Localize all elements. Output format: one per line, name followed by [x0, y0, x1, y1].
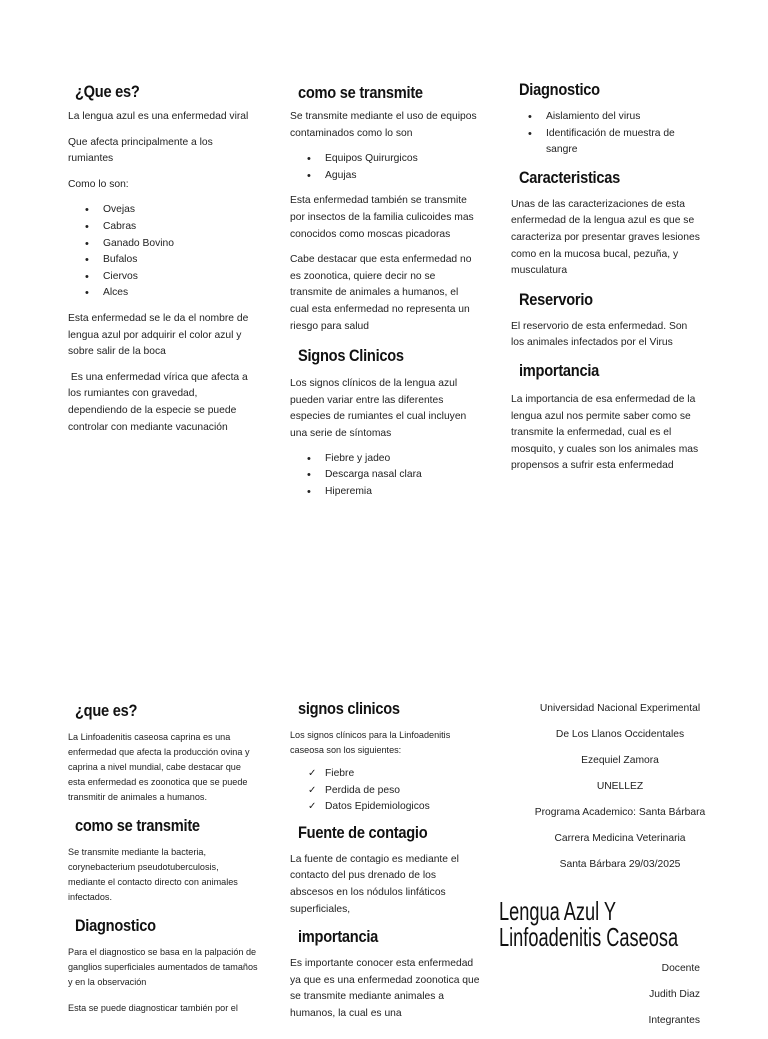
lengua-diagnostico-list — [511, 109, 701, 159]
lengua-transmite-p3: Cabe destacar que esta enfermedad no es zoonotica, quiere decir no se transmite de animales a humanos, el cual esta enfermedad no representa un riesgo para salud — [290, 254, 472, 332]
cover-line: Carrera Medicina Veterinaria — [554, 833, 686, 844]
list-item: • Hiperemia — [290, 484, 480, 501]
lengua-diagnostico-heading: Diagnostico — [519, 80, 600, 99]
linfo-que-es-p1: La Linfoadenitis caseosa caprina es una enfermedad que afecta la producción ovina y caprina a nivel mundial, cabe destacar que esta enfermedad es zoonotica que se puede transmitir de animales a humanos. — [68, 732, 250, 802]
lengua-transmite-heading: como se transmite — [298, 83, 423, 102]
list-item: • Alces — [68, 285, 258, 302]
lengua-reservorio-heading: Reservorio — [519, 289, 593, 309]
linfo-transmite-heading: como se transmite — [75, 816, 200, 835]
list-item: • Equipos Quirurgicos — [290, 151, 480, 168]
lengua-column-1 — [68, 80, 258, 436]
list-item: • Identificación de muestra de sangre — [511, 126, 701, 159]
lengua-que-es-heading: ¿Que es? — [75, 82, 140, 101]
linfo-signos-p1: Los signos clínicos para la Linfoadenitis caseosa son los siguientes: — [290, 730, 451, 755]
linfo-que-es-heading: ¿que es? — [75, 701, 138, 720]
linfo-signos-heading: signos clinicos — [298, 699, 400, 718]
cover-line: Santa Bárbara 29/03/2025 — [559, 859, 681, 870]
linfo-importancia-p1: Es importante conocer esta enfermedad ya que es una enfermedad zoonotica que se transmite mediante animales a humanos, la cual es una — [290, 958, 480, 1019]
cover-line: Ezequiel Zamora — [581, 755, 659, 766]
lengua-que-es-p1: La lengua azul es una enfermedad viral — [68, 111, 249, 122]
lengua-reservorio-p1: El reservorio de esta enfermedad. Son los animales infectados por el Virus — [511, 320, 688, 349]
lengua-que-es-p4: Esta enfermedad se le da el nombre de lengua azul por adquirir el color azul y sobre salir de la boca — [68, 312, 249, 358]
lengua-transmite-list — [290, 151, 480, 184]
lengua-rumiantes-list — [68, 202, 258, 302]
list-item: • Descarga nasal clara — [290, 467, 480, 484]
lengua-que-es-p3: Como lo son: — [68, 178, 129, 190]
linfo-signos-list — [290, 766, 480, 816]
linfo-column-2 — [290, 696, 480, 1023]
cover-title — [499, 898, 699, 950]
linfo-diagnostico-p2: Esta se puede diagnosticar también por el — [68, 1003, 238, 1013]
list-item: ✓ Perdida de peso — [290, 783, 480, 800]
list-item: • Fiebre y jadeo — [290, 451, 480, 468]
cover-line: UNELLEZ — [596, 781, 644, 792]
cover-column — [505, 701, 735, 883]
lengua-caracteristicas-p1: Unas de las caracterizaciones de esta enfermedad de la lengua azul es que se caracteriza por presentar graves lesiones como en la mucosa bucal, pezuña, y musculatura — [511, 198, 700, 277]
linfo-contagio-p1: La fuente de contagio es mediante el contacto del pus drenado de los abscesos en los nódulos linfáticos superficiales, — [290, 853, 459, 915]
list-item: • Cabras — [68, 219, 258, 236]
list-item: ✓ Fiebre — [290, 766, 480, 783]
lengua-signos-p1: Los signos clínicos de la lengua azul pueden variar entre las diferentes especies de rumiantes el cual incluyen una serie de síntomas — [290, 378, 467, 439]
linfo-importancia-heading: importancia — [298, 927, 379, 947]
linfo-diagnostico-p1: Para el diagnostico se basa en la palpación de ganglios superficiales aumentados de tamaños y en la observación — [68, 947, 258, 987]
list-item: • Agujas — [290, 168, 480, 185]
lengua-importancia-p1: La importancia de esa enfermedad de la lengua azul nos permite saber como se transmite la enfermedad, cual es el mosquito, y cuales son los animales mas propensos a sufrir esta enfermedad — [511, 393, 699, 472]
cover-line: Programa Academico: Santa Bárbara — [534, 807, 706, 818]
linfo-diagnostico-heading: Diagnostico — [75, 916, 156, 935]
lengua-transmite-p1: Se transmite mediante el uso de equipos contaminados como lo son — [290, 111, 477, 139]
lengua-column-3 — [511, 78, 701, 475]
lengua-que-es-p2: Que afecta principalmente a los rumiantes — [68, 136, 213, 165]
lengua-column-2 — [290, 80, 480, 500]
cover-title-line-2: Linfoadenitis Caseosa — [499, 922, 679, 952]
docente-name: Judith Diaz — [649, 989, 700, 1000]
linfo-column-1 — [68, 698, 258, 1016]
lengua-importancia-heading: importancia — [519, 360, 600, 380]
lengua-signos-list — [290, 451, 480, 501]
lengua-signos-heading: Signos Clinicos — [298, 346, 404, 366]
integrantes-label: Integrantes — [648, 1015, 700, 1026]
list-item: • Ovejas — [68, 202, 258, 219]
cover-line: De Los Llanos Occidentales — [555, 729, 685, 740]
cover-line: Universidad Nacional Experimental — [539, 703, 701, 714]
cover-title-line-1: Lengua Azul Y — [499, 896, 617, 926]
list-item: • Ciervos — [68, 269, 258, 286]
cover-footer — [560, 961, 700, 1039]
list-item: • Aislamiento del virus — [511, 109, 701, 126]
linfo-contagio-heading: Fuente de contagio — [298, 822, 428, 842]
list-item: • Ganado Bovino — [68, 236, 258, 253]
list-item: ✓ Datos Epidemiologicos — [290, 799, 480, 816]
linfo-transmite-p1: Se transmite mediante la bacteria, corynebacterium pseudotuberculosis, mediante el contacto directo con animales infectados. — [68, 847, 238, 902]
lengua-que-es-p5: Es una enfermedad vírica que afecta a los rumiantes con gravedad, dependiendo de la especie se puede controlar con mediante vacunación — [68, 371, 251, 433]
lengua-transmite-p2: Esta enfermedad también se transmite por insectos de la familia culicoides mas conocidos como moscas picadoras — [290, 195, 474, 240]
list-item: • Bufalos — [68, 252, 258, 269]
docente-label: Docente — [661, 963, 700, 974]
lengua-caracteristicas-heading: Caracteristicas — [519, 167, 620, 187]
